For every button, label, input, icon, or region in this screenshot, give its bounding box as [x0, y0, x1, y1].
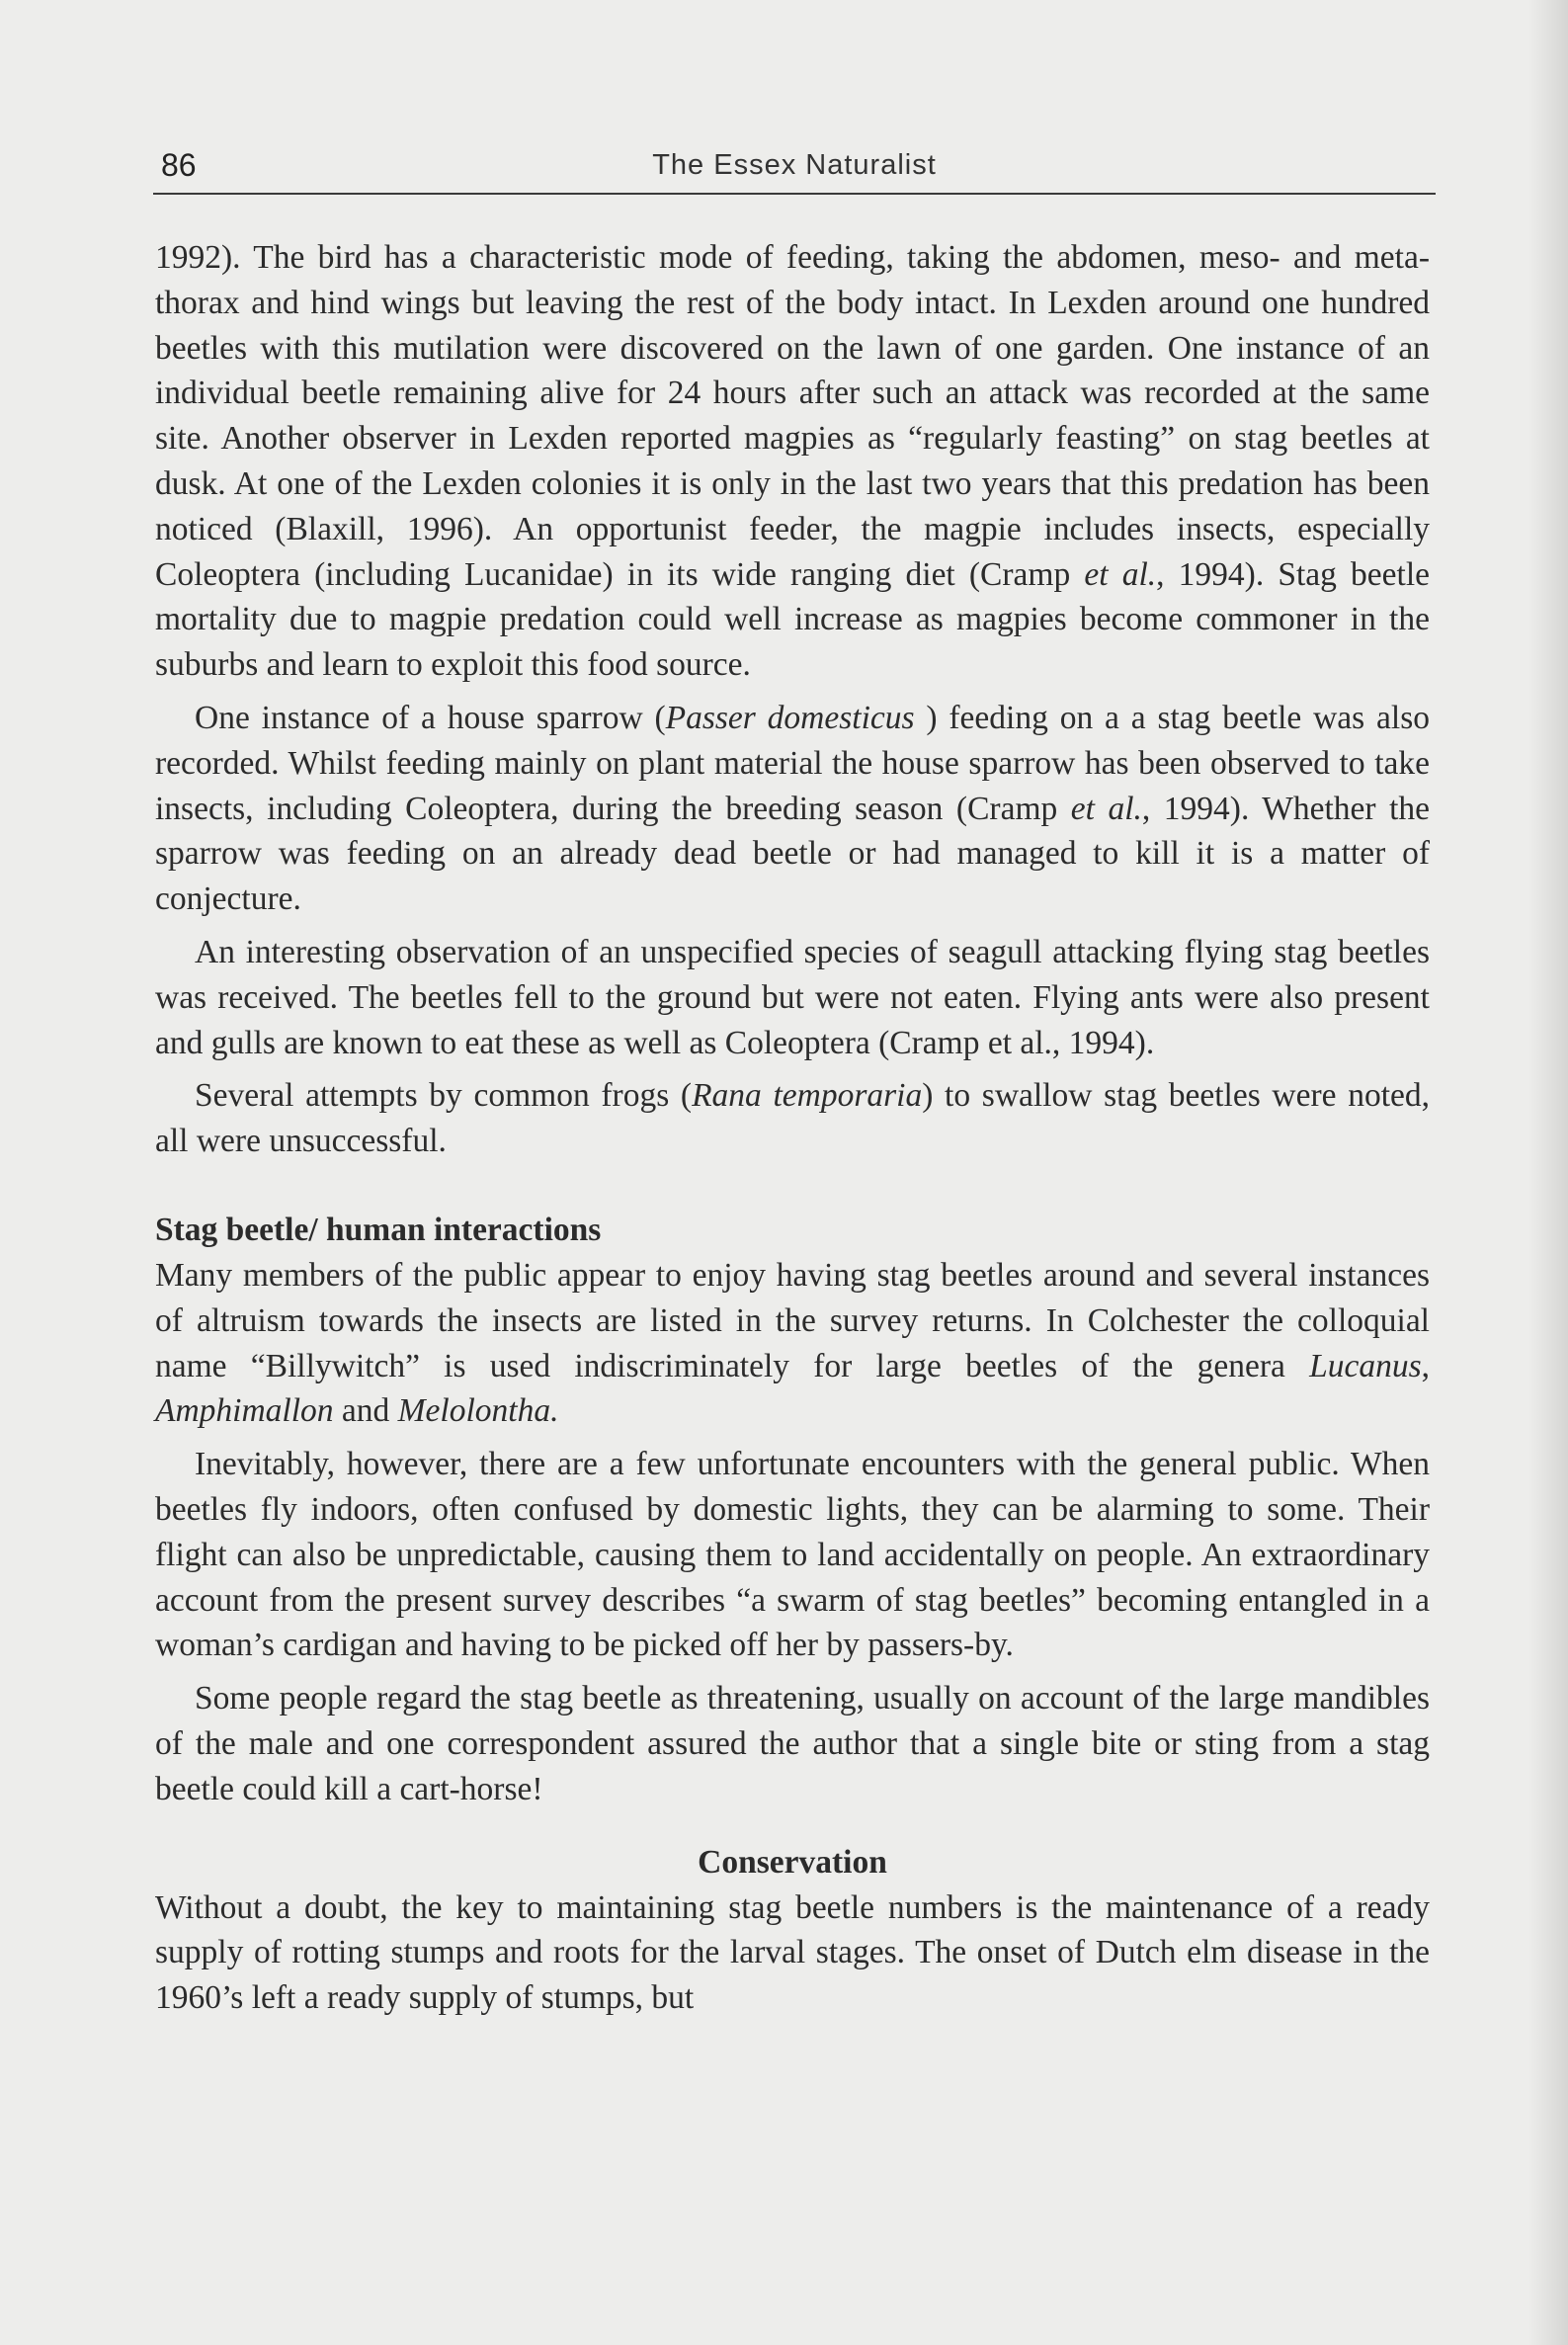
paragraph-house-sparrow	[155, 696, 1430, 922]
paragraph-public-altruism	[155, 1253, 1430, 1434]
citation-et-al: et al.	[1070, 790, 1142, 827]
genus-name: Melolontha.	[397, 1392, 559, 1430]
paragraph-frogs	[155, 1073, 1430, 1164]
section-heading-conservation: Conservation	[698, 1843, 887, 1881]
page-header	[153, 141, 1436, 195]
paragraph-text: , 1994). Stag beetle mortality due to magpie predation could well increase as magpies become commoner in the suburbs and learn to exploit this food source.	[155, 555, 1431, 684]
genus-name: Lucanus	[1309, 1347, 1422, 1384]
paragraph-text: and	[333, 1392, 398, 1430]
running-title: The Essex Naturalist	[652, 149, 937, 181]
paragraph-magpie-predation	[155, 235, 1430, 688]
paragraph-text: One instance of a house sparrow (	[195, 699, 666, 736]
paragraph-conservation: Without a doubt, the key to maintaining stag beetle numbers is the maintenance of a ready supply of rotting stumps and roots for the larval stages. The onset of Dutch elm disease in the 1960’s left a ready supply of stumps, but	[155, 1888, 1430, 2017]
paragraph-threatening: Some people regard the stag beetle as threatening, usually on account of the large mandibles of the male and one correspondent assured the author that a single bite or sting from a stag beetle could kill a cart-horse!	[155, 1680, 1430, 1807]
page-number: 86	[161, 147, 197, 183]
paragraph-text: Many members of the public appear to enjoy having stag beetles around and several instances of altruism towards the insects are listed in the survey returns. In Colchester the colloquial name “Billywitch” is used indiscriminately for large beetles of the genera	[155, 1256, 1430, 1384]
species-name: Passer domesticus	[665, 699, 915, 736]
paragraph-seagull: An interesting observation of an unspecified species of seagull attacking flying stag beetles was received. The beetles fell to the ground but were not eaten. Flying ants were also present and gulls are known to eat these as well as Coleoptera (Cramp et al., 1994).	[155, 933, 1430, 1061]
genus-name: Amphimallon	[155, 1392, 334, 1430]
paragraph-text: , 1994). Whether the sparrow was feeding on an already dead beetle or had managed to kill it is a matter of conjecture.	[155, 790, 1430, 918]
paragraph-text: ) feeding on a a stag beetle was also recorded. Whilst feeding mainly on plant material the house sparrow has been observed to take insects, including Coleoptera, during the breeding season (Cramp	[155, 699, 1430, 827]
page-edge-shadow	[1528, 0, 1568, 2345]
paragraph-text: ,	[1421, 1347, 1430, 1384]
paragraph-text: ) to swallow stag beetles were noted, all were unsuccessful.	[155, 1077, 1430, 1160]
citation-et-al: et al.	[1084, 555, 1157, 593]
article-body	[155, 235, 1430, 2029]
species-name: Rana temporaria	[692, 1077, 923, 1115]
paragraph-text: 1992). The bird has a characteristic mode of feeding, taking the abdomen, meso-	[155, 239, 1280, 276]
paragraph-text: Several attempts by common frogs (	[195, 1077, 693, 1115]
paragraph-text: and meta-thorax and hind wings but leaving the rest of the body intact. In Lexden around one hundred beetles with this mutilation were discovered on the lawn of one garden. One instance of an individual beetle remaining alive for 24 hours after such an attack was recorded at the same site. Another observer in Lexden reported magpies as “regularly feasting” on stag beetles at dusk. At one of the Lexden colonies it is only in the last two years that this predation has been noticed (Blaxill, 1996). An opportunist feeder, the magpie includes insects, especially Coleoptera (including Lucanidae) in its wide ranging diet (Cramp	[155, 239, 1430, 593]
paragraph-unfortunate-encounters: Inevitably, however, there are a few unfortunate encounters with the general public. When beetles fly indoors, often confused by domestic lights, they can be alarming to some. Their flight can also be unpredictable, causing them to land accidentally on people. An extraordinary account from the present survey describes “a swarm of stag beetles” becoming entangled in a woman’s cardigan and having to be picked off her by passers-by.	[155, 1446, 1430, 1664]
section-heading-human-interactions: Stag beetle/ human interactions	[155, 1211, 602, 1248]
